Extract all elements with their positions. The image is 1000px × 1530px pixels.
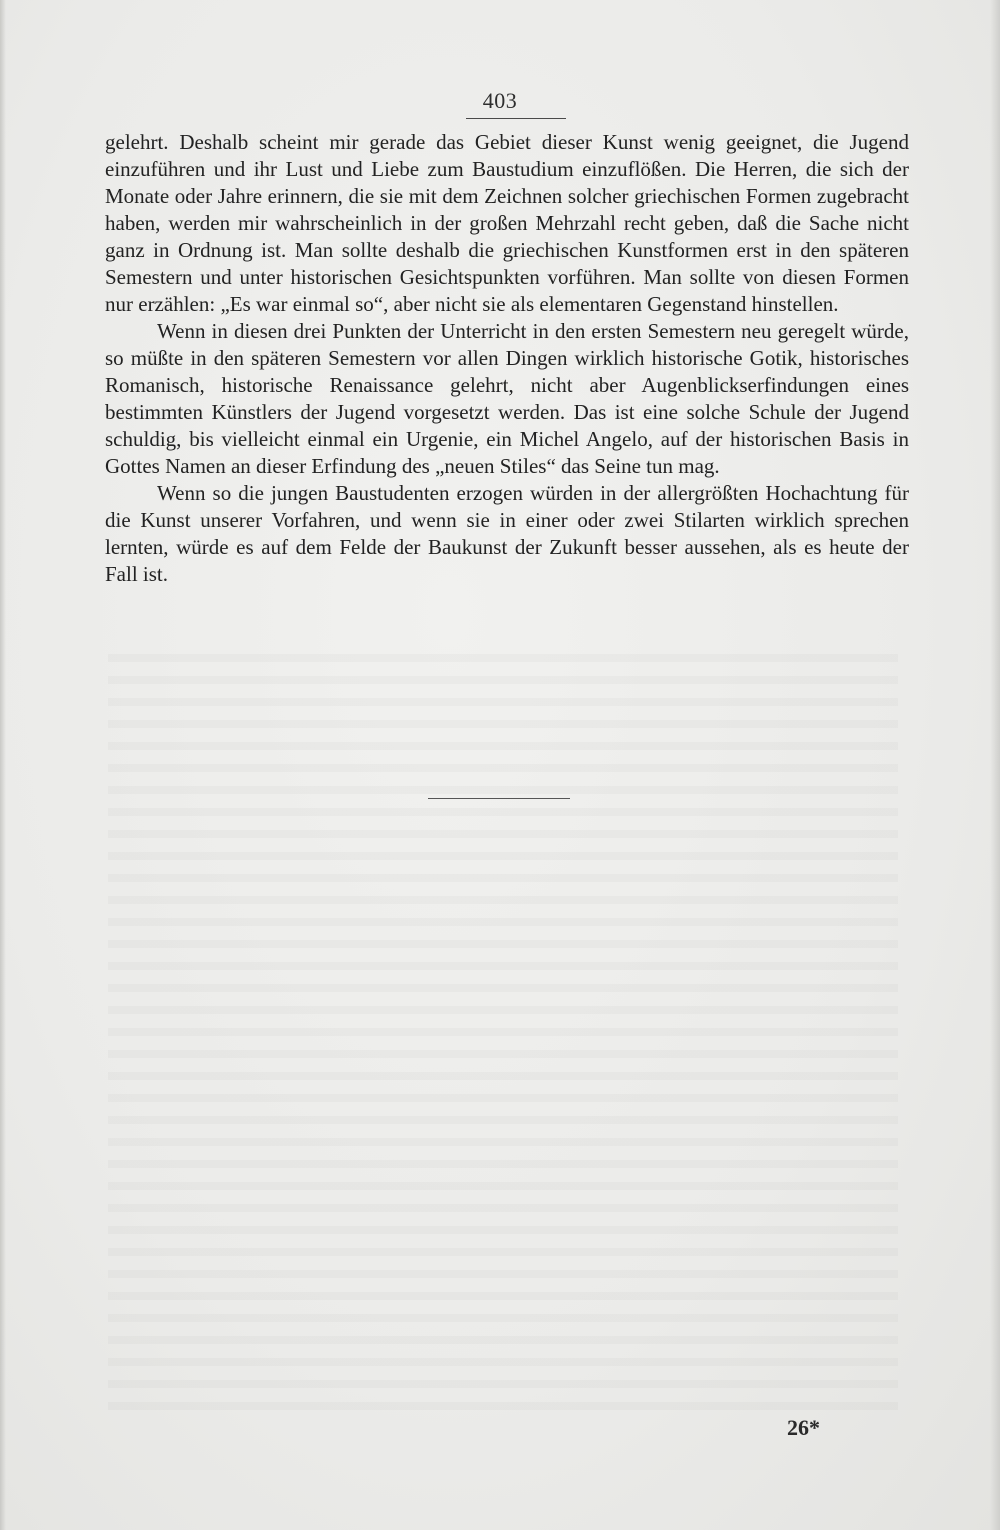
header-rule [466, 118, 566, 119]
paragraph-2: Wenn in diesen drei Punkten der Unterricht in den ersten Semestern neu geregelt würde, so müßte in den späteren Semestern vor allen Dingen wirklich historische Gotik, historisches Romanisch, historische Renaissance gelehrt, nicht aber Augenblickserfindungen eines bestimmten Künstlers der Jugend vorgesetzt werden. Das ist eine solche Schule der Jugend schuldig, bis vielleicht einmal ein Urgenie, ein Michel Angelo, auf der historischen Basis in Gottes Namen an dieser Erfindung des „neuen Stiles“ das Seine tun mag. [105, 319, 909, 478]
paragraph-1: gelehrt. Deshalb scheint mir gerade das Gebiet dieser Kunst wenig geeignet, die Jugend einzuführen und ihr Lust und Liebe zum Baustudium einzuflößen. Die Herren, die sich der Monate oder Jahre erinnern, die sie mit dem Zeichnen solcher griechischen Formen zugebracht haben, werden mir wahrscheinlich in der großen Mehrzahl recht geben, daß die Sache nicht ganz in Ordnung ist. Man sollte deshalb die griechischen Kunstformen erst in den späteren Semestern und unter historischen Gesichtspunkten vorführen. Man sollte von diesen Formen nur erzählen: „Es war einmal so“, aber nicht sie als elementaren Gegenstand hinstellen. [105, 130, 909, 316]
signature-mark: 26* [787, 1415, 820, 1440]
page-edge-shadow-right [990, 0, 1000, 1530]
body-text [105, 129, 909, 588]
paragraph-3: Wenn so die jungen Baustudenten erzogen würden in der allergrößten Hochachtung für die Kunst unserer Vorfahren, und wenn sie in einer oder zwei Stilarten wirklich sprechen lernten, würde es auf dem Felde der Baukunst der Zukunft besser aussehen, als es heute der Fall ist. [105, 481, 909, 586]
bleed-through-texture [108, 640, 898, 1410]
page-edge-shadow-left [0, 0, 6, 1530]
page-number: 403 [482, 88, 518, 113]
